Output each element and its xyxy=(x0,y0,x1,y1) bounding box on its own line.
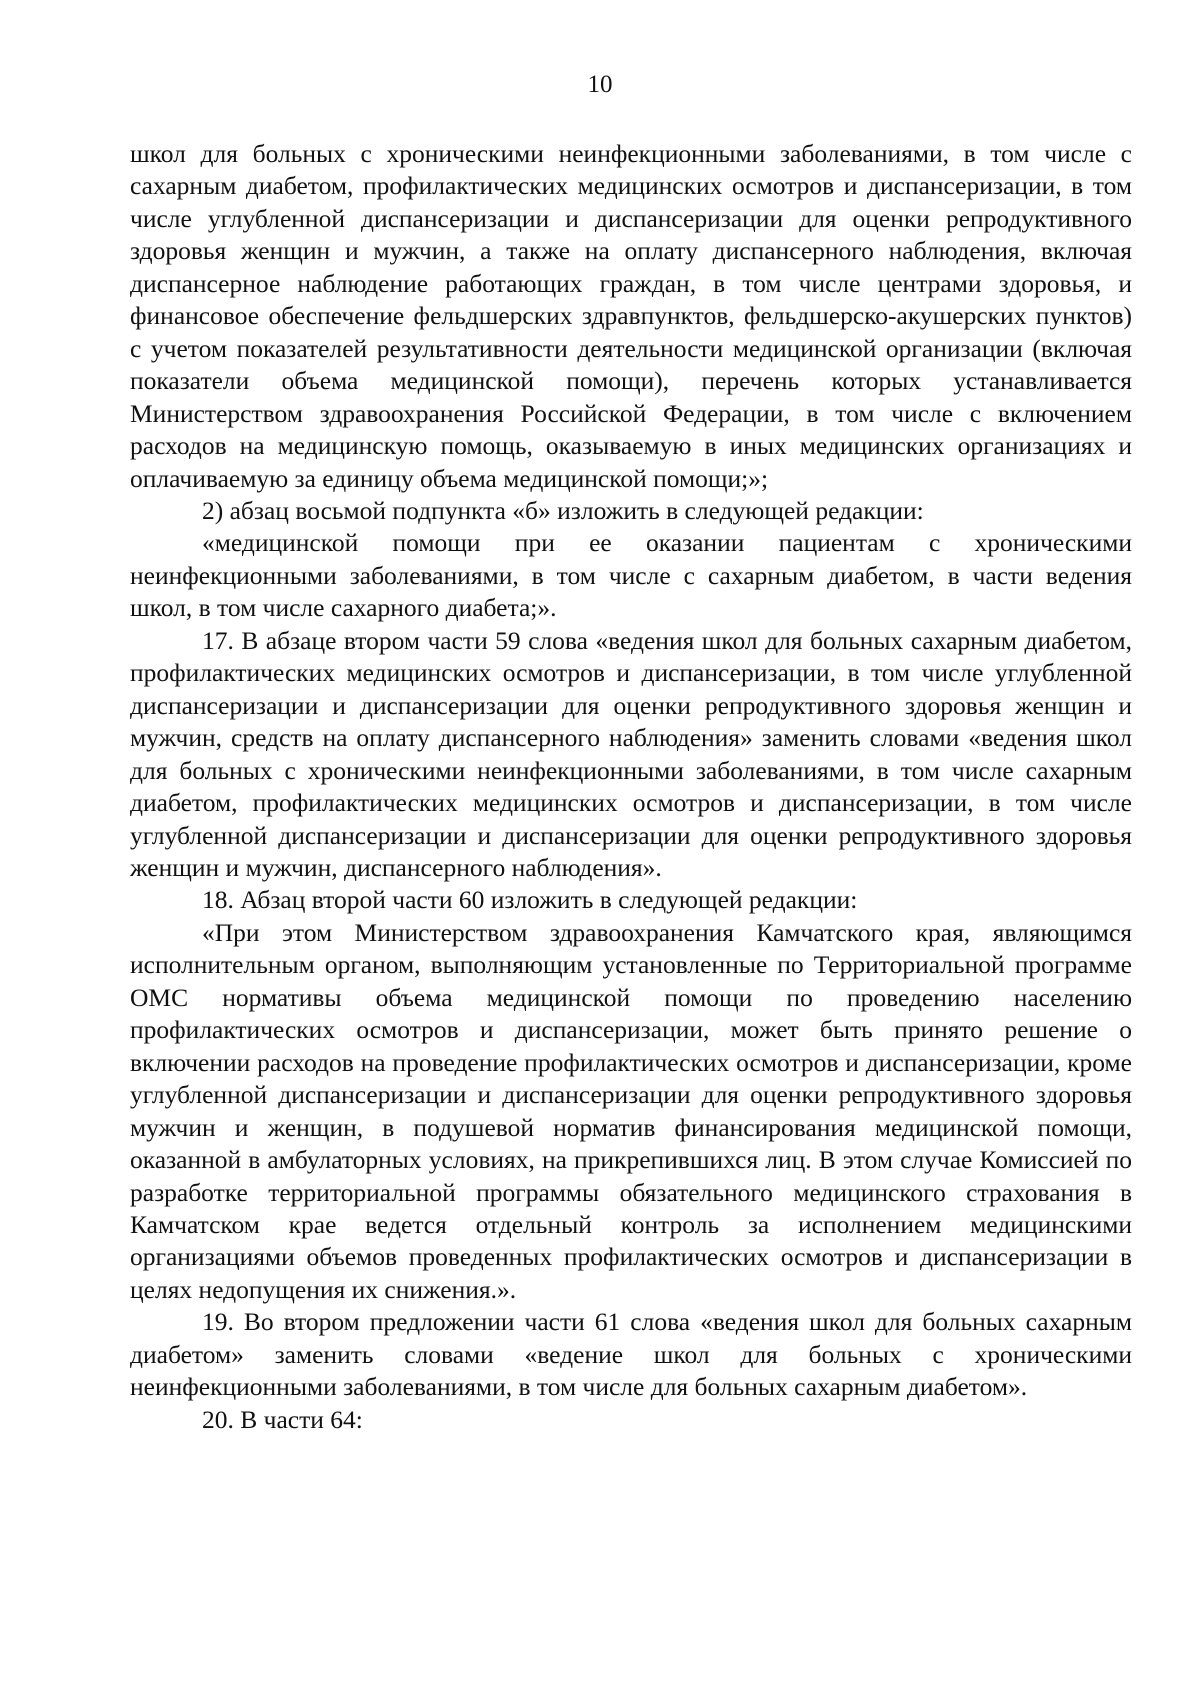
page-number: 10 xyxy=(587,71,613,98)
paragraph: 18. Абзац второй части 60 изложить в следующей редакции: xyxy=(202,885,858,915)
paragraph: школ для больных с хроническими неинфекционными заболеваниями, в том числе с сахарным диабетом, профилактических медицинских осмотров и диспансеризации, в том числе углубленной диспансеризации и диспансеризации для оценки репродуктивного здоровья женщин и мужчин, а также на оплату диспансерного наблюдения, включая диспансерное наблюдение работающих граждан, в том числе центрами здоровья, и финансовое обеспечение фельдшерских здравпунктов, фельдшерско-акушерских пунктов) с учетом показателей результативности деятельности медицинской организации (включая показатели объема медицинской помощи), перечень которых устанавливается Министерством здравоохранения Российской Федерации, в том числе с включением расходов на медицинскую помощь, оказываемую в иных медицинских организациях и оплачиваемую за единицу объема медицинской помощи;»; xyxy=(130,139,1132,493)
paragraph: 2) абзац восьмой подпункта «б» изложить в следующей редакции: xyxy=(202,495,924,525)
paragraph: 19. Во втором предложении части 61 слова «ведения школ для больных сахарным диабетом» заменить словами «ведение школ для больных с хроническими неинфекционными заболеваниями, в том числе для больных сахарным диабетом». xyxy=(130,1307,1132,1402)
paragraph: «При этом Министерством здравоохранения Камчатского края, являющимся исполнительным органом, выполняющим установленные по Территориальной программе ОМС нормативы объема медицинской помощи по проведению населению профилактических осмотров и диспансеризации, может быть принято решение о включении расходов на проведение профилактических осмотров и диспансеризации, кроме углубленной диспансеризации и диспансеризации для оценки репродуктивного здоровья мужчин и женщин, в подушевой норматив финансирования медицинской помощи, оказанной в амбулаторных условиях, на прикрепившихся лиц. В этом случае Комиссией по разработке территориальной программы обязательного медицинского страхования в Камчатском крае ведется отдельный контроль за исполнением медицинскими организациями объемов проведенных профилактических осмотров и диспансеризации в целях недопущения их снижения.». xyxy=(130,917,1132,1304)
paragraph: 20. В части 64: xyxy=(202,1404,363,1434)
document-body xyxy=(130,138,1132,1436)
paragraph: «медицинской помощи при ее оказании пациентам с хроническими неинфекционными заболеваниями, в том числе с сахарным диабетом, в части ведения школ, в том числе сахарного диабета;». xyxy=(130,528,1132,623)
paragraph: 17. В абзаце втором части 59 слова «ведения школ для больных сахарным диабетом, профилактических медицинских осмотров и диспансеризации, в том числе углубленной диспансеризации и диспансеризации для оценки репродуктивного здоровья женщин и мужчин, средств на оплату диспансерного наблюдения» заменить словами «ведения школ для больных с хроническими неинфекционными заболеваниями, в том числе сахарным диабетом, профилактических медицинских осмотров и диспансеризации, в том числе углубленной диспансеризации и диспансеризации для оценки репродуктивного здоровья женщин и мужчин, диспансерного наблюдения». xyxy=(130,625,1132,882)
